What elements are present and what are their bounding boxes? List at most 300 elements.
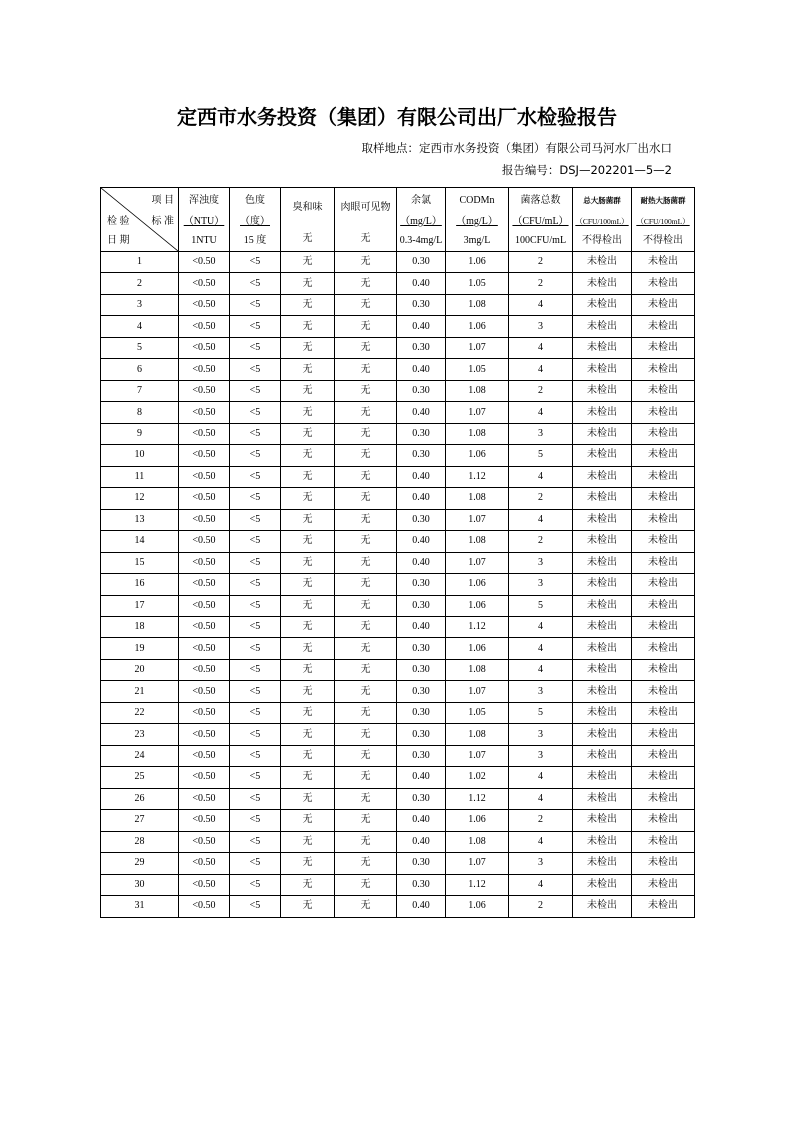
cell-total-coliform: 未检出 xyxy=(573,724,632,745)
cell-odor-taste: 无 xyxy=(281,552,335,573)
cell-codmn: 1.08 xyxy=(446,724,509,745)
cell-colony-count: 5 xyxy=(509,445,573,466)
cell-date: 26 xyxy=(101,788,179,809)
cell-visible-matter: 无 xyxy=(335,874,397,895)
cell-turbidity: <0.50 xyxy=(179,488,230,509)
cell-odor-taste: 无 xyxy=(281,423,335,444)
cell-color: <5 xyxy=(230,831,281,852)
cell-residual-chlorine: 0.30 xyxy=(397,745,446,766)
cell-odor-taste: 无 xyxy=(281,380,335,401)
cell-thermotolerant-coliform: 未检出 xyxy=(632,252,695,273)
column-name: CODMn xyxy=(459,195,495,206)
column-unit: （NTU） xyxy=(183,216,225,227)
cell-turbidity: <0.50 xyxy=(179,702,230,723)
cell-thermotolerant-coliform: 未检出 xyxy=(632,595,695,616)
table-row xyxy=(101,445,695,466)
table-row xyxy=(101,745,695,766)
cell-turbidity: <0.50 xyxy=(179,402,230,423)
cell-color: <5 xyxy=(230,423,281,444)
table-row xyxy=(101,423,695,444)
cell-turbidity: <0.50 xyxy=(179,853,230,874)
column-standard: 不得检出 xyxy=(582,235,622,246)
table-row xyxy=(101,616,695,637)
cell-thermotolerant-coliform: 未检出 xyxy=(632,853,695,874)
cell-codmn: 1.06 xyxy=(446,574,509,595)
col-header-residual-chlorine xyxy=(397,188,446,252)
cell-total-coliform: 未检出 xyxy=(573,337,632,358)
cell-total-coliform: 未检出 xyxy=(573,659,632,680)
cell-total-coliform: 未检出 xyxy=(573,616,632,637)
cell-odor-taste: 无 xyxy=(281,616,335,637)
table-row xyxy=(101,402,695,423)
inspection-table xyxy=(100,187,695,918)
cell-residual-chlorine: 0.30 xyxy=(397,788,446,809)
cell-thermotolerant-coliform: 未检出 xyxy=(632,574,695,595)
cell-color: <5 xyxy=(230,337,281,358)
cell-turbidity: <0.50 xyxy=(179,531,230,552)
cell-odor-taste: 无 xyxy=(281,466,335,487)
cell-total-coliform: 未检出 xyxy=(573,445,632,466)
cell-thermotolerant-coliform: 未检出 xyxy=(632,466,695,487)
cell-turbidity: <0.50 xyxy=(179,574,230,595)
cell-color: <5 xyxy=(230,359,281,380)
column-unit: （CFU/100mL） xyxy=(575,217,629,226)
cell-codmn: 1.06 xyxy=(446,445,509,466)
cell-color: <5 xyxy=(230,316,281,337)
cell-codmn: 1.07 xyxy=(446,402,509,423)
table-row xyxy=(101,552,695,573)
column-unit: （CFU/mL） xyxy=(512,216,569,227)
cell-visible-matter: 无 xyxy=(335,896,397,917)
cell-odor-taste: 无 xyxy=(281,853,335,874)
cell-thermotolerant-coliform: 未检出 xyxy=(632,874,695,895)
cell-date: 17 xyxy=(101,595,179,616)
cell-codmn: 1.02 xyxy=(446,767,509,788)
cell-color: <5 xyxy=(230,509,281,530)
cell-visible-matter: 无 xyxy=(335,423,397,444)
cell-odor-taste: 无 xyxy=(281,638,335,659)
cell-total-coliform: 未检出 xyxy=(573,638,632,659)
cell-turbidity: <0.50 xyxy=(179,616,230,637)
cell-color: <5 xyxy=(230,252,281,273)
cell-thermotolerant-coliform: 未检出 xyxy=(632,831,695,852)
cell-visible-matter: 无 xyxy=(335,831,397,852)
cell-visible-matter: 无 xyxy=(335,659,397,680)
cell-residual-chlorine: 0.40 xyxy=(397,531,446,552)
cell-colony-count: 2 xyxy=(509,380,573,401)
table-row xyxy=(101,466,695,487)
column-standard: 1NTU xyxy=(191,235,217,246)
cell-color: <5 xyxy=(230,402,281,423)
cell-visible-matter: 无 xyxy=(335,574,397,595)
table-row xyxy=(101,359,695,380)
cell-date: 16 xyxy=(101,574,179,595)
cell-turbidity: <0.50 xyxy=(179,638,230,659)
column-standard: 100CFU/mL xyxy=(514,235,567,246)
col-header-turbidity xyxy=(179,188,230,252)
corner-standard-label: 标 准 xyxy=(151,216,174,227)
cell-visible-matter: 无 xyxy=(335,724,397,745)
cell-thermotolerant-coliform: 未检出 xyxy=(632,445,695,466)
cell-thermotolerant-coliform: 未检出 xyxy=(632,788,695,809)
cell-visible-matter: 无 xyxy=(335,316,397,337)
cell-thermotolerant-coliform: 未检出 xyxy=(632,359,695,380)
cell-date: 29 xyxy=(101,853,179,874)
cell-codmn: 1.06 xyxy=(446,252,509,273)
table-row xyxy=(101,337,695,358)
cell-codmn: 1.07 xyxy=(446,745,509,766)
cell-residual-chlorine: 0.40 xyxy=(397,402,446,423)
cell-odor-taste: 无 xyxy=(281,574,335,595)
cell-odor-taste: 无 xyxy=(281,659,335,680)
column-name: 臭和味 xyxy=(292,202,323,213)
cell-visible-matter: 无 xyxy=(335,509,397,530)
table-row xyxy=(101,702,695,723)
cell-codmn: 1.06 xyxy=(446,638,509,659)
cell-turbidity: <0.50 xyxy=(179,273,230,294)
cell-colony-count: 5 xyxy=(509,595,573,616)
cell-odor-taste: 无 xyxy=(281,531,335,552)
cell-date: 14 xyxy=(101,531,179,552)
cell-odor-taste: 无 xyxy=(281,445,335,466)
cell-color: <5 xyxy=(230,724,281,745)
cell-codmn: 1.05 xyxy=(446,702,509,723)
cell-visible-matter: 无 xyxy=(335,788,397,809)
cell-codmn: 1.08 xyxy=(446,380,509,401)
table-row xyxy=(101,788,695,809)
table-row xyxy=(101,681,695,702)
cell-turbidity: <0.50 xyxy=(179,466,230,487)
cell-total-coliform: 未检出 xyxy=(573,552,632,573)
cell-date: 19 xyxy=(101,638,179,659)
cell-residual-chlorine: 0.30 xyxy=(397,380,446,401)
table-row xyxy=(101,273,695,294)
cell-odor-taste: 无 xyxy=(281,874,335,895)
cell-total-coliform: 未检出 xyxy=(573,380,632,401)
cell-codmn: 1.12 xyxy=(446,616,509,637)
cell-residual-chlorine: 0.40 xyxy=(397,767,446,788)
cell-thermotolerant-coliform: 未检出 xyxy=(632,273,695,294)
cell-date: 13 xyxy=(101,509,179,530)
cell-residual-chlorine: 0.30 xyxy=(397,337,446,358)
cell-turbidity: <0.50 xyxy=(179,896,230,917)
cell-codmn: 1.08 xyxy=(446,659,509,680)
cell-colony-count: 4 xyxy=(509,616,573,637)
col-header-color xyxy=(230,188,281,252)
cell-date: 31 xyxy=(101,896,179,917)
cell-date: 3 xyxy=(101,294,179,315)
cell-thermotolerant-coliform: 未检出 xyxy=(632,294,695,315)
cell-turbidity: <0.50 xyxy=(179,294,230,315)
table-row xyxy=(101,574,695,595)
cell-thermotolerant-coliform: 未检出 xyxy=(632,810,695,831)
col-header-colony-count xyxy=(509,188,573,252)
cell-date: 1 xyxy=(101,252,179,273)
cell-colony-count: 4 xyxy=(509,359,573,380)
table-header-row xyxy=(101,188,695,252)
cell-color: <5 xyxy=(230,294,281,315)
column-name: 肉眼可见物 xyxy=(340,202,391,213)
cell-codmn: 1.07 xyxy=(446,853,509,874)
cell-date: 28 xyxy=(101,831,179,852)
cell-total-coliform: 未检出 xyxy=(573,788,632,809)
cell-colony-count: 3 xyxy=(509,853,573,874)
cell-total-coliform: 未检出 xyxy=(573,767,632,788)
cell-colony-count: 3 xyxy=(509,552,573,573)
cell-codmn: 1.06 xyxy=(446,595,509,616)
cell-thermotolerant-coliform: 未检出 xyxy=(632,896,695,917)
cell-thermotolerant-coliform: 未检出 xyxy=(632,423,695,444)
cell-turbidity: <0.50 xyxy=(179,423,230,444)
cell-visible-matter: 无 xyxy=(335,273,397,294)
cell-colony-count: 3 xyxy=(509,423,573,444)
cell-color: <5 xyxy=(230,874,281,895)
cell-visible-matter: 无 xyxy=(335,853,397,874)
cell-visible-matter: 无 xyxy=(335,466,397,487)
cell-residual-chlorine: 0.40 xyxy=(397,466,446,487)
cell-visible-matter: 无 xyxy=(335,294,397,315)
cell-residual-chlorine: 0.40 xyxy=(397,616,446,637)
cell-total-coliform: 未检出 xyxy=(573,488,632,509)
cell-odor-taste: 无 xyxy=(281,294,335,315)
cell-total-coliform: 未检出 xyxy=(573,874,632,895)
cell-thermotolerant-coliform: 未检出 xyxy=(632,380,695,401)
cell-colony-count: 3 xyxy=(509,724,573,745)
cell-color: <5 xyxy=(230,745,281,766)
cell-date: 9 xyxy=(101,423,179,444)
report-number: 报告编号：DSJ—202201—5—2 xyxy=(501,163,672,177)
cell-colony-count: 4 xyxy=(509,402,573,423)
cell-visible-matter: 无 xyxy=(335,745,397,766)
table-row xyxy=(101,831,695,852)
cell-residual-chlorine: 0.40 xyxy=(397,488,446,509)
cell-date: 24 xyxy=(101,745,179,766)
cell-color: <5 xyxy=(230,445,281,466)
cell-turbidity: <0.50 xyxy=(179,745,230,766)
cell-codmn: 1.12 xyxy=(446,788,509,809)
cell-colony-count: 3 xyxy=(509,745,573,766)
cell-visible-matter: 无 xyxy=(335,595,397,616)
cell-turbidity: <0.50 xyxy=(179,445,230,466)
cell-turbidity: <0.50 xyxy=(179,810,230,831)
cell-thermotolerant-coliform: 未检出 xyxy=(632,638,695,659)
table-row xyxy=(101,724,695,745)
table-body xyxy=(101,252,695,918)
cell-turbidity: <0.50 xyxy=(179,337,230,358)
cell-codmn: 1.05 xyxy=(446,273,509,294)
cell-color: <5 xyxy=(230,681,281,702)
column-standard: 15 度 xyxy=(243,235,267,246)
cell-odor-taste: 无 xyxy=(281,509,335,530)
cell-turbidity: <0.50 xyxy=(179,724,230,745)
cell-visible-matter: 无 xyxy=(335,702,397,723)
cell-odor-taste: 无 xyxy=(281,681,335,702)
cell-total-coliform: 未检出 xyxy=(573,466,632,487)
cell-turbidity: <0.50 xyxy=(179,659,230,680)
table-row xyxy=(101,316,695,337)
cell-odor-taste: 无 xyxy=(281,337,335,358)
cell-codmn: 1.08 xyxy=(446,488,509,509)
cell-turbidity: <0.50 xyxy=(179,595,230,616)
column-unit: （mg/L） xyxy=(456,216,498,227)
cell-colony-count: 4 xyxy=(509,294,573,315)
cell-colony-count: 2 xyxy=(509,896,573,917)
cell-codmn: 1.12 xyxy=(446,466,509,487)
cell-thermotolerant-coliform: 未检出 xyxy=(632,509,695,530)
column-standard: 无 xyxy=(360,233,371,244)
cell-total-coliform: 未检出 xyxy=(573,810,632,831)
cell-thermotolerant-coliform: 未检出 xyxy=(632,659,695,680)
cell-colony-count: 4 xyxy=(509,831,573,852)
column-name: 色度 xyxy=(245,195,265,206)
column-unit: （CFU/100mL） xyxy=(636,217,690,226)
cell-date: 10 xyxy=(101,445,179,466)
cell-date: 11 xyxy=(101,466,179,487)
cell-date: 8 xyxy=(101,402,179,423)
sampling-location: 取样地点：定西市水务投资（集团）有限公司马河水厂出水口 xyxy=(361,141,672,155)
cell-color: <5 xyxy=(230,702,281,723)
cell-residual-chlorine: 0.30 xyxy=(397,445,446,466)
corner-header-cell xyxy=(101,188,179,252)
cell-residual-chlorine: 0.40 xyxy=(397,273,446,294)
col-header-visible-matter xyxy=(335,188,397,252)
col-header-codmn xyxy=(446,188,509,252)
cell-color: <5 xyxy=(230,896,281,917)
cell-date: 23 xyxy=(101,724,179,745)
cell-visible-matter: 无 xyxy=(335,380,397,401)
cell-visible-matter: 无 xyxy=(335,252,397,273)
cell-turbidity: <0.50 xyxy=(179,767,230,788)
column-unit: （度） xyxy=(240,216,270,227)
cell-odor-taste: 无 xyxy=(281,273,335,294)
cell-color: <5 xyxy=(230,595,281,616)
table-row xyxy=(101,810,695,831)
cell-residual-chlorine: 0.30 xyxy=(397,294,446,315)
cell-color: <5 xyxy=(230,531,281,552)
cell-total-coliform: 未检出 xyxy=(573,252,632,273)
cell-residual-chlorine: 0.40 xyxy=(397,552,446,573)
cell-thermotolerant-coliform: 未检出 xyxy=(632,724,695,745)
cell-date: 18 xyxy=(101,616,179,637)
cell-total-coliform: 未检出 xyxy=(573,531,632,552)
cell-total-coliform: 未检出 xyxy=(573,294,632,315)
table-row xyxy=(101,659,695,680)
cell-color: <5 xyxy=(230,616,281,637)
cell-thermotolerant-coliform: 未检出 xyxy=(632,702,695,723)
cell-total-coliform: 未检出 xyxy=(573,702,632,723)
cell-date: 7 xyxy=(101,380,179,401)
cell-residual-chlorine: 0.30 xyxy=(397,252,446,273)
cell-color: <5 xyxy=(230,488,281,509)
cell-colony-count: 5 xyxy=(509,702,573,723)
cell-odor-taste: 无 xyxy=(281,831,335,852)
cell-turbidity: <0.50 xyxy=(179,252,230,273)
table-row xyxy=(101,874,695,895)
cell-thermotolerant-coliform: 未检出 xyxy=(632,552,695,573)
column-standard: 0.3-4mg/L xyxy=(399,235,443,246)
cell-odor-taste: 无 xyxy=(281,488,335,509)
column-standard: 3mg/L xyxy=(463,235,491,246)
column-name: 耐热大肠菌群 xyxy=(640,196,686,205)
cell-turbidity: <0.50 xyxy=(179,681,230,702)
cell-codmn: 1.07 xyxy=(446,509,509,530)
cell-thermotolerant-coliform: 未检出 xyxy=(632,745,695,766)
cell-residual-chlorine: 0.40 xyxy=(397,316,446,337)
cell-residual-chlorine: 0.40 xyxy=(397,810,446,831)
table-row xyxy=(101,767,695,788)
cell-turbidity: <0.50 xyxy=(179,359,230,380)
table-row xyxy=(101,294,695,315)
col-header-thermotolerant-coliform xyxy=(632,188,695,252)
column-name: 总大肠菌群 xyxy=(583,196,621,205)
cell-color: <5 xyxy=(230,810,281,831)
cell-colony-count: 4 xyxy=(509,788,573,809)
cell-color: <5 xyxy=(230,638,281,659)
cell-visible-matter: 无 xyxy=(335,488,397,509)
column-name: 余氯 xyxy=(411,195,431,206)
col-header-total-coliform xyxy=(573,188,632,252)
cell-color: <5 xyxy=(230,767,281,788)
cell-color: <5 xyxy=(230,788,281,809)
cell-total-coliform: 未检出 xyxy=(573,831,632,852)
column-standard: 无 xyxy=(302,233,313,244)
cell-total-coliform: 未检出 xyxy=(573,595,632,616)
cell-date: 5 xyxy=(101,337,179,358)
cell-visible-matter: 无 xyxy=(335,531,397,552)
cell-codmn: 1.08 xyxy=(446,531,509,552)
cell-residual-chlorine: 0.30 xyxy=(397,423,446,444)
cell-turbidity: <0.50 xyxy=(179,509,230,530)
cell-color: <5 xyxy=(230,466,281,487)
cell-thermotolerant-coliform: 未检出 xyxy=(632,681,695,702)
cell-thermotolerant-coliform: 未检出 xyxy=(632,337,695,358)
cell-date: 4 xyxy=(101,316,179,337)
cell-total-coliform: 未检出 xyxy=(573,402,632,423)
cell-color: <5 xyxy=(230,552,281,573)
col-header-odor-taste xyxy=(281,188,335,252)
cell-visible-matter: 无 xyxy=(335,402,397,423)
cell-date: 2 xyxy=(101,273,179,294)
cell-date: 20 xyxy=(101,659,179,680)
table-row xyxy=(101,531,695,552)
cell-colony-count: 3 xyxy=(509,316,573,337)
cell-color: <5 xyxy=(230,659,281,680)
cell-total-coliform: 未检出 xyxy=(573,359,632,380)
table-row xyxy=(101,488,695,509)
cell-residual-chlorine: 0.30 xyxy=(397,702,446,723)
cell-odor-taste: 无 xyxy=(281,702,335,723)
cell-date: 22 xyxy=(101,702,179,723)
cell-date: 15 xyxy=(101,552,179,573)
cell-residual-chlorine: 0.30 xyxy=(397,853,446,874)
cell-colony-count: 4 xyxy=(509,466,573,487)
cell-codmn: 1.05 xyxy=(446,359,509,380)
report-title: 定西市水务投资（集团）有限公司出厂水检验报告 xyxy=(177,105,617,129)
cell-total-coliform: 未检出 xyxy=(573,681,632,702)
cell-date: 21 xyxy=(101,681,179,702)
cell-odor-taste: 无 xyxy=(281,402,335,423)
cell-visible-matter: 无 xyxy=(335,445,397,466)
cell-colony-count: 4 xyxy=(509,874,573,895)
cell-total-coliform: 未检出 xyxy=(573,316,632,337)
column-unit: （mg/L） xyxy=(400,216,442,227)
cell-turbidity: <0.50 xyxy=(179,831,230,852)
cell-colony-count: 2 xyxy=(509,488,573,509)
cell-visible-matter: 无 xyxy=(335,552,397,573)
cell-thermotolerant-coliform: 未检出 xyxy=(632,616,695,637)
cell-codmn: 1.08 xyxy=(446,423,509,444)
cell-residual-chlorine: 0.30 xyxy=(397,595,446,616)
